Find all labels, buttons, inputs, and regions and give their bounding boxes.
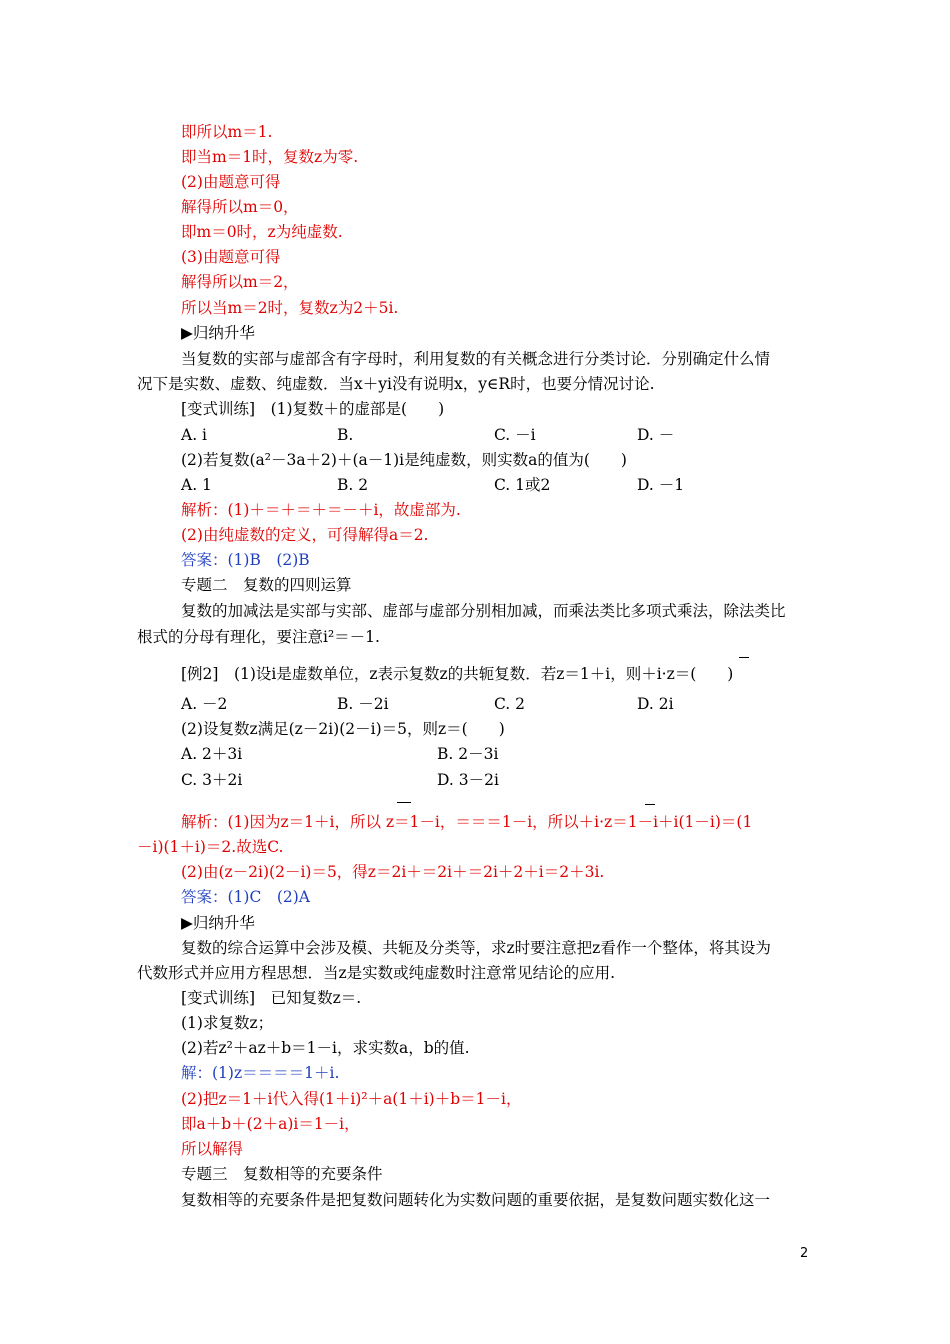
exercise-line: [变式训练] (1)复数＋的虚部是( )	[181, 400, 445, 418]
topic-heading: 专题二 复数的四则运算	[181, 576, 352, 594]
exercise-line: (1)求复数z；	[181, 1014, 274, 1032]
line: (2)由题意可得	[181, 173, 281, 191]
paragraph-line: 况下是实数、虚数、纯虚数．当x＋yi没有说明x，y∈R时，也要分情况讨论.	[137, 375, 655, 393]
solution-line: 解析：(1)＋＝＋＝＋＝－＋i，故虚部为.	[181, 501, 461, 519]
solution-line: －i)(1＋i)＝2.故选C.	[137, 838, 284, 856]
option: D. 2i	[637, 695, 674, 713]
answer-line: 答案：(1)B (2)B	[181, 551, 310, 569]
page-number: 2	[800, 1246, 809, 1261]
solution-line: 解：(1)z＝＝＝＝1＋i.	[181, 1064, 340, 1082]
paragraph-line: 代数形式并应用方程思想．当z是实数或纯虚数时注意常见结论的应用.	[137, 964, 616, 982]
option: A. 1	[181, 476, 212, 494]
option: D. 3－2i	[437, 771, 499, 789]
line: 即所以m＝1.	[181, 123, 273, 141]
line: 解得所以m＝0，	[181, 198, 299, 216]
section-heading: ▶归纳升华	[181, 324, 255, 342]
paragraph-line: 复数的加减法是实部与实部、虚部与虚部分别相加减，而乘法类比多项式乘法，除法类比	[181, 602, 786, 620]
example-line: (2)设复数z满足(z－2i)(2－i)＝5，则z＝( )	[181, 720, 505, 738]
option: B. －2i	[337, 695, 389, 713]
option: B.	[337, 426, 354, 444]
exercise-line: [变式训练] 已知复数z＝.	[181, 989, 362, 1007]
overbar	[739, 657, 749, 658]
paragraph-line: 当复数的实部与虚部含有字母时，利用复数的有关概念进行分类讨论．分别确定什么情	[181, 350, 771, 368]
example-line: [例2] (1)设i是虚数单位，z表示复数z的共轭复数．若z＝1＋i，则＋i·z＝( )	[181, 665, 734, 683]
paragraph-line: 复数相等的充要条件是把复数问题转化为实数问题的重要依据，是复数问题实数化这一	[181, 1191, 771, 1209]
line: 所以当m＝2时，复数z为2＋5i.	[181, 299, 399, 317]
option: D. －1	[637, 476, 685, 494]
option: B. 2	[337, 476, 369, 494]
exercise-line: (2)若z²＋az＋b＝1－i，求实数a，b的值.	[181, 1039, 470, 1057]
solution-line: (2)把z＝1＋i代入得(1＋i)²＋a(1＋i)＋b＝1－i，	[181, 1090, 522, 1108]
option: C. －i	[494, 426, 536, 444]
solution-line: 即a＋b＋(2＋a)i＝1－i，	[181, 1115, 360, 1133]
line: 即当m＝1时，复数z为零.	[181, 148, 359, 166]
answer-line: 答案：(1)C (2)A	[181, 888, 310, 906]
option: A. 2＋3i	[181, 745, 243, 763]
option: D. －	[637, 426, 675, 444]
option: C. 2	[494, 695, 526, 713]
paragraph-line: 根式的分母有理化，要注意i²＝－1.	[137, 628, 380, 646]
overbar	[397, 802, 411, 803]
option: C. 1或2	[494, 476, 551, 494]
section-heading: ▶归纳升华	[181, 914, 255, 932]
solution-line: (2)由纯虚数的定义，可得解得a＝2.	[181, 526, 429, 544]
option: A. －2	[181, 695, 228, 713]
line: 即m＝0时，z为纯虚数.	[181, 223, 343, 241]
topic-heading: 专题三 复数相等的充要条件	[181, 1165, 383, 1183]
option: A. i	[181, 426, 208, 444]
solution-line: 解析：(1)因为z＝1＋i，所以 z＝1－i，＝＝＝1－i，所以＋i·z＝1－i＋i(1－i)＝(1	[181, 813, 753, 831]
overbar	[645, 804, 655, 805]
line: (3)由题意可得	[181, 248, 281, 266]
exercise-line: (2)若复数(a²－3a＋2)＋(a－1)i是纯虚数，则实数a的值为( )	[181, 451, 627, 469]
solution-line: 所以解得	[181, 1140, 244, 1158]
paragraph-line: 复数的综合运算中会涉及模、共轭及分类等，求z时要注意把z看作一个整体，将其设为	[181, 939, 771, 957]
option: B. 2－3i	[437, 745, 499, 763]
solution-line: (2)由(z－2i)(2－i)＝5，得z＝2i＋＝2i＋＝2i＋2＋i＝2＋3i.	[181, 863, 605, 881]
line: 解得所以m＝2，	[181, 273, 299, 291]
option: C. 3＋2i	[181, 771, 243, 789]
